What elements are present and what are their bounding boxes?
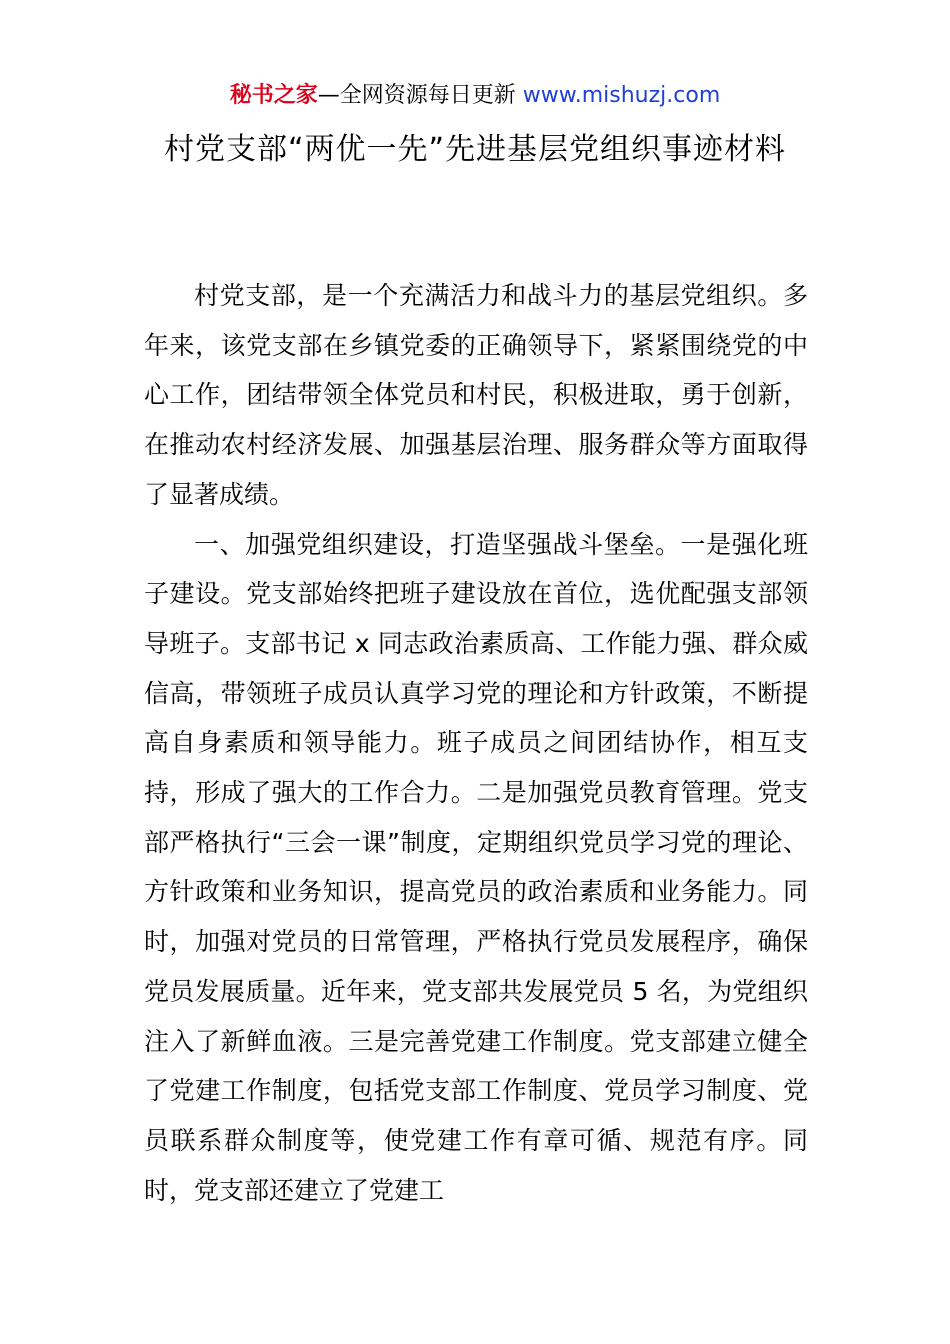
section-one-paragraph: 一、加强党组织建设，打造坚强战斗堡垒。一是强化班子建设。党支部始终把班子建设放在首位，选优配强支部领导班子。支部书记 x 同志政治素质高、工作能力强、群众威信高，带领班子成员认真学习党的理论和方针政策，不断提高自身素质和领导能力。班子成员之间团结协作，相互支持，形成了强大的工作合力。二是加强党员教育管理。党支部严格执行“三会一课”制度，定期组织党员学习党的理论、方针政策和业务知识，提高党员的政治素质和业务能力。同时，加强对党员的日常管理，严格执行党员发展程序，确保党员发展质量。近年来，党支部共发展党员 5 名，为党组织注入了新鲜血液。三是完善党建工作制度。党支部建立健全了党建工作制度，包括党支部工作制度、党员学习制度、党员联系群众制度等，使党建工作有章可循、规范有序。同时，党支部还建立了党建工 [144, 529, 808, 1205]
site-brand: 秘书之家 [229, 83, 318, 108]
document-title: 村党支部“两优一先”先进基层党组织事迹材料 [163, 132, 787, 167]
site-tagline: —全网资源每日更新 [317, 83, 523, 108]
intro-paragraph: 村党支部，是一个充满活力和战斗力的基层党组织。多年来，该党支部在乡镇党委的正确领导下，紧紧围绕党的中心工作，团结带领全体党员和村民，积极进取，勇于创新，在推动农村经济发展、加强基层治理、服务群众等方面取得了显著成绩。 [144, 281, 808, 509]
document-body [144, 271, 808, 1215]
site-url-link[interactable]: www.mishuzj.com [522, 83, 721, 108]
site-header [0, 80, 950, 112]
